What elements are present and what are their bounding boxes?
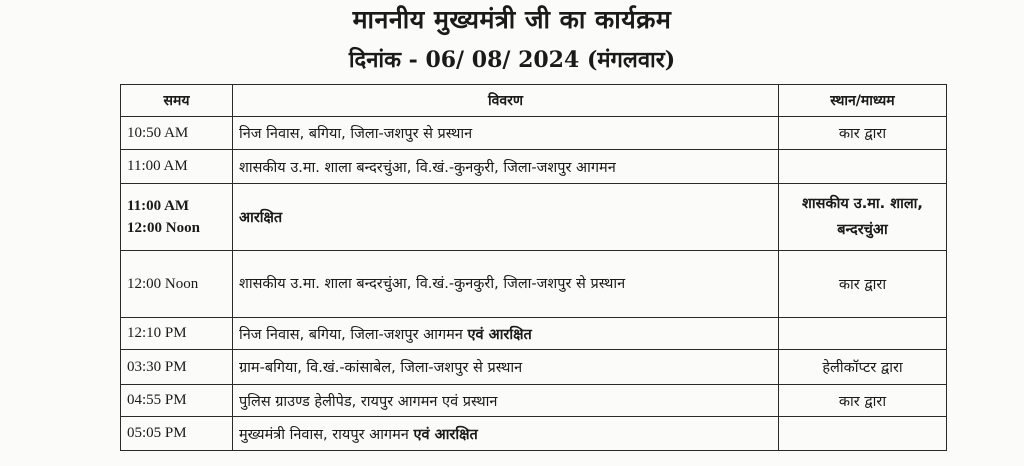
table-row <box>121 184 947 251</box>
place-cell: कार द्वारा <box>779 117 947 150</box>
description-text: निज निवास, बगिया, जिला-जशपुर आगमन <box>239 326 463 343</box>
description-cell <box>233 318 779 350</box>
place-cell <box>779 184 947 251</box>
table-row <box>121 417 947 451</box>
description-cell <box>233 417 779 451</box>
description-cell: शासकीय उ.मा. शाला बन्दरचुंआ, वि.खं.-कुनकुरी, जिला-जशपुर आगमन <box>233 150 779 184</box>
place-cell <box>779 150 947 184</box>
time-cell: 03:30 PM <box>121 350 233 385</box>
table-row <box>121 350 947 385</box>
time-cell: 04:55 PM <box>121 385 233 417</box>
description-cell: पुलिस ग्राउण्ड हेलीपेड, रायपुर आगमन एवं प्रस्थान <box>233 385 779 417</box>
table-row <box>121 251 947 318</box>
place-cell: कार द्वारा <box>779 385 947 417</box>
time-cell <box>121 184 233 251</box>
description-bold-text: एवं आरक्षित <box>413 426 478 443</box>
table-row <box>121 117 947 150</box>
date-line: दिनांक - 06/ 08/ 2024 (मंगलवार) <box>348 47 676 73</box>
description-cell: शासकीय उ.मा. शाला बन्दरचुंआ, वि.खं.-कुनकुरी, जिला-जशपुर से प्रस्थान <box>233 251 779 318</box>
description-bold-text: एवं आरक्षित <box>467 326 532 343</box>
time-cell: 12:10 PM <box>121 318 233 350</box>
time-end: 12:00 Noon <box>127 220 200 236</box>
column-header-time: समय <box>121 85 233 117</box>
schedule-table <box>120 84 947 451</box>
place-cell <box>779 417 947 451</box>
time-cell: 05:05 PM <box>121 417 233 451</box>
place-cell: कार द्वारा <box>779 251 947 318</box>
description-cell: निज निवास, बगिया, जिला-जशपुर से प्रस्थान <box>233 117 779 150</box>
page-title: माननीय मुख्यमंत्री जी का कार्यक्रम <box>352 5 672 34</box>
time-cell: 12:00 Noon <box>121 251 233 318</box>
table-row <box>121 150 947 184</box>
description-cell: ग्राम-बगिया, वि.खं.-कांसाबेल, जिला-जशपुर से प्रस्थान <box>233 350 779 385</box>
table-header-row <box>121 85 947 117</box>
column-header-description: विवरण <box>233 85 779 117</box>
place-cell: हेलीकॉप्टर द्वारा <box>779 350 947 385</box>
table-row <box>121 318 947 350</box>
time-cell: 10:50 AM <box>121 117 233 150</box>
reserved-label: आरक्षित <box>239 210 283 226</box>
table-row <box>121 385 947 417</box>
time-cell: 11:00 AM <box>121 150 233 184</box>
description-cell <box>233 184 779 251</box>
description-text: मुख्यमंत्री निवास, रायपुर आगमन <box>239 426 409 443</box>
time-start: 11:00 AM <box>127 198 190 214</box>
column-header-place: स्थान/माध्यम <box>779 85 947 117</box>
place-cell <box>779 318 947 350</box>
place-line-1: शासकीय उ.मा. शाला, <box>802 196 923 212</box>
place-line-2: बन्दरचुंआ <box>837 222 888 238</box>
